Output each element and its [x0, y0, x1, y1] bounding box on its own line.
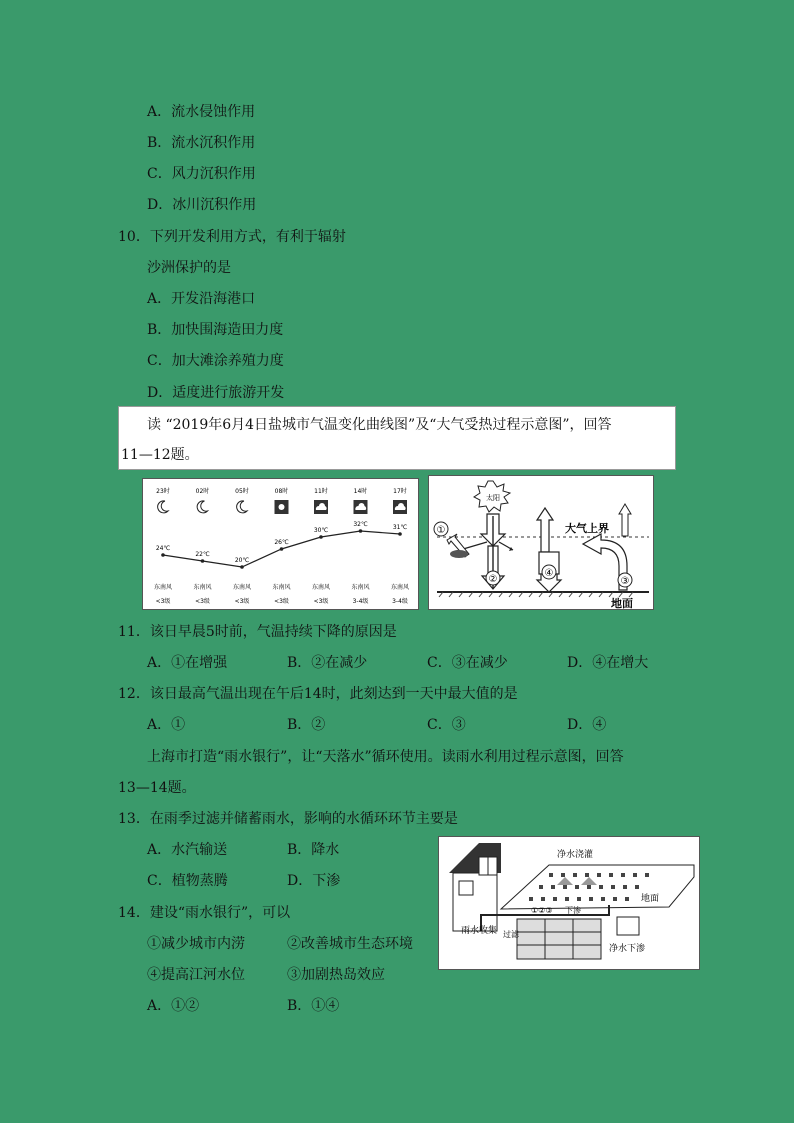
arrow-3	[583, 534, 632, 590]
arrow-1	[434, 522, 469, 558]
marker-1: ①	[436, 525, 446, 536]
temperature-point	[319, 535, 323, 539]
q14-stem: 14．建设“雨水银行”，可以	[118, 905, 291, 921]
q11-option-c: C．③在减少	[427, 655, 508, 671]
q11-stem: 11．该日早晨5时前，气温持续下降的原因是	[118, 624, 397, 640]
marker-3: ③	[620, 576, 630, 587]
filter-tank	[517, 919, 601, 959]
seep-box	[617, 917, 639, 935]
marker-2: ②	[488, 574, 498, 585]
reading-box-1	[118, 406, 676, 470]
collect-label: 雨水收集	[461, 926, 498, 936]
seep-out-label: 净水下渗	[609, 944, 646, 954]
ground-reflector	[450, 550, 468, 558]
temperature-point	[240, 565, 244, 569]
irrigation-label: 净水浇灌	[557, 850, 594, 860]
q14-option-b: B．①④	[287, 998, 340, 1014]
wind-direction-label: 东南风	[390, 584, 410, 591]
filter-label: 过滤	[503, 930, 519, 939]
marker-4: ④	[544, 568, 554, 579]
temperature-data-label: 32℃	[353, 521, 368, 528]
moon-icon	[237, 501, 247, 513]
reading2-line1: 上海市打造“雨水银行”，让“天落水”循环使用。读雨水利用过程示意图，回答	[147, 749, 624, 765]
moon-icon	[158, 501, 168, 513]
q9-option-b: B．流水沉积作用	[147, 135, 256, 151]
time-tick-label: 11时	[314, 488, 328, 495]
temperature-point	[280, 547, 284, 551]
q14-item-4: ④提高江河水位	[147, 967, 245, 983]
temperature-data-label: 20℃	[234, 557, 250, 564]
q11-option-a: A．①在增强	[147, 655, 228, 671]
wind-level-label: <3级	[313, 598, 329, 605]
q9-option-c: C．风力沉积作用	[147, 166, 256, 182]
rainwater-diagram	[438, 836, 700, 970]
heat-diagram	[428, 475, 654, 610]
wind-level-label: <3级	[195, 598, 210, 605]
time-tick-label: 05时	[235, 488, 249, 495]
moon-icon	[197, 501, 207, 513]
sun-label: 太阳	[486, 494, 500, 502]
q11-option-d: D．④在增大	[567, 655, 649, 671]
reading1-line1: 读 “2019年6月4日盐城市气温变化曲线图”及“大气受热过程示意图”，回答	[147, 417, 612, 433]
sun-icon	[474, 481, 510, 512]
upward-arrow-right	[619, 504, 631, 536]
q10-option-b: B．加快围海造田力度	[147, 322, 284, 338]
wind-level-label: <3级	[274, 598, 289, 605]
q9-option-d: D．冰川沉积作用	[147, 197, 257, 213]
q12-option-a: A．①	[147, 717, 186, 733]
q10-stem-cont: 沙洲保护的是	[147, 260, 231, 276]
q13-option-c: C．植物蒸腾	[147, 873, 228, 889]
wind-direction-label: 东南风	[351, 584, 370, 591]
rainwater-diagram-svg	[439, 837, 699, 969]
wind-level-label: 3-4级	[392, 598, 408, 605]
wind-direction-label: 东南风	[311, 584, 331, 591]
wind-direction-label: 东南风	[153, 584, 173, 591]
wind-level-label: 3-4级	[352, 598, 369, 605]
q10-option-c: C．加大滩涂养殖力度	[147, 353, 284, 369]
temperature-chart	[142, 478, 419, 610]
q10-option-a: A．开发沿海港口	[147, 291, 256, 307]
time-tick-label: 23时	[156, 488, 170, 495]
temperature-data-label: 26℃	[274, 539, 289, 546]
house-icon	[449, 843, 501, 931]
time-tick-label: 08时	[274, 488, 289, 495]
q14-item-3: ③加剧热岛效应	[287, 967, 385, 983]
q11-option-b: B．②在减少	[287, 655, 368, 671]
q14-item-2: ②改善城市生态环境	[287, 936, 413, 952]
q10-option-d: D．适度进行旅游开发	[147, 385, 285, 401]
temperature-data-label: 30℃	[313, 527, 329, 534]
q9-option-a: A．流水侵蚀作用	[147, 104, 256, 120]
wind-direction-label: 东南风	[193, 584, 212, 591]
temperature-data-label: 22℃	[195, 551, 210, 558]
ground-label: 地面	[611, 597, 633, 609]
q12-option-b: B．②	[287, 717, 326, 733]
temperature-data-label: 24℃	[155, 545, 171, 552]
wind-level-label: <3级	[155, 598, 171, 605]
wind-level-label: <3级	[234, 598, 250, 605]
temperature-point	[398, 532, 402, 536]
reading1-line2: 11—12题。	[121, 447, 199, 463]
temperature-point	[201, 559, 205, 563]
sun-icon-core	[279, 504, 285, 510]
temperature-data-label: 31℃	[392, 524, 408, 531]
wind-direction-label: 东南风	[232, 584, 252, 591]
q13-option-b: B．降水	[287, 842, 340, 858]
reading2-line2: 13—14题。	[118, 780, 196, 796]
q12-stem: 12．该日最高气温出现在午后14时，此刻达到一天中最大值的是	[118, 686, 518, 702]
ground-surface	[501, 865, 694, 909]
q14-option-a: A．①②	[147, 998, 200, 1014]
seep-label: 下渗	[565, 906, 581, 915]
upper-atmosphere-label: 大气上界	[565, 522, 609, 535]
markers-label: ①②③	[531, 906, 553, 915]
temperature-point	[359, 529, 363, 533]
q14-item-1: ①减少城市内涝	[147, 936, 245, 952]
q12-option-d: D．④	[567, 717, 607, 733]
temperature-chart-svg	[143, 479, 418, 609]
wind-direction-label: 东南风	[272, 584, 291, 591]
time-tick-label: 14时	[353, 488, 368, 495]
ground-label-2: 地面	[641, 894, 660, 904]
temperature-point	[161, 553, 165, 557]
time-tick-label: 02时	[195, 488, 210, 495]
q13-stem: 13．在雨季过滤并储蓄雨水，影响的水循环环节主要是	[118, 811, 458, 827]
heat-diagram-svg	[429, 476, 653, 609]
q10-stem: 10．下列开发利用方式，有利于辐射	[118, 229, 346, 245]
q13-option-a: A．水汽输送	[147, 842, 228, 858]
q12-option-c: C．③	[427, 717, 466, 733]
q13-option-d: D．下渗	[287, 873, 341, 889]
time-tick-label: 17时	[393, 488, 407, 495]
